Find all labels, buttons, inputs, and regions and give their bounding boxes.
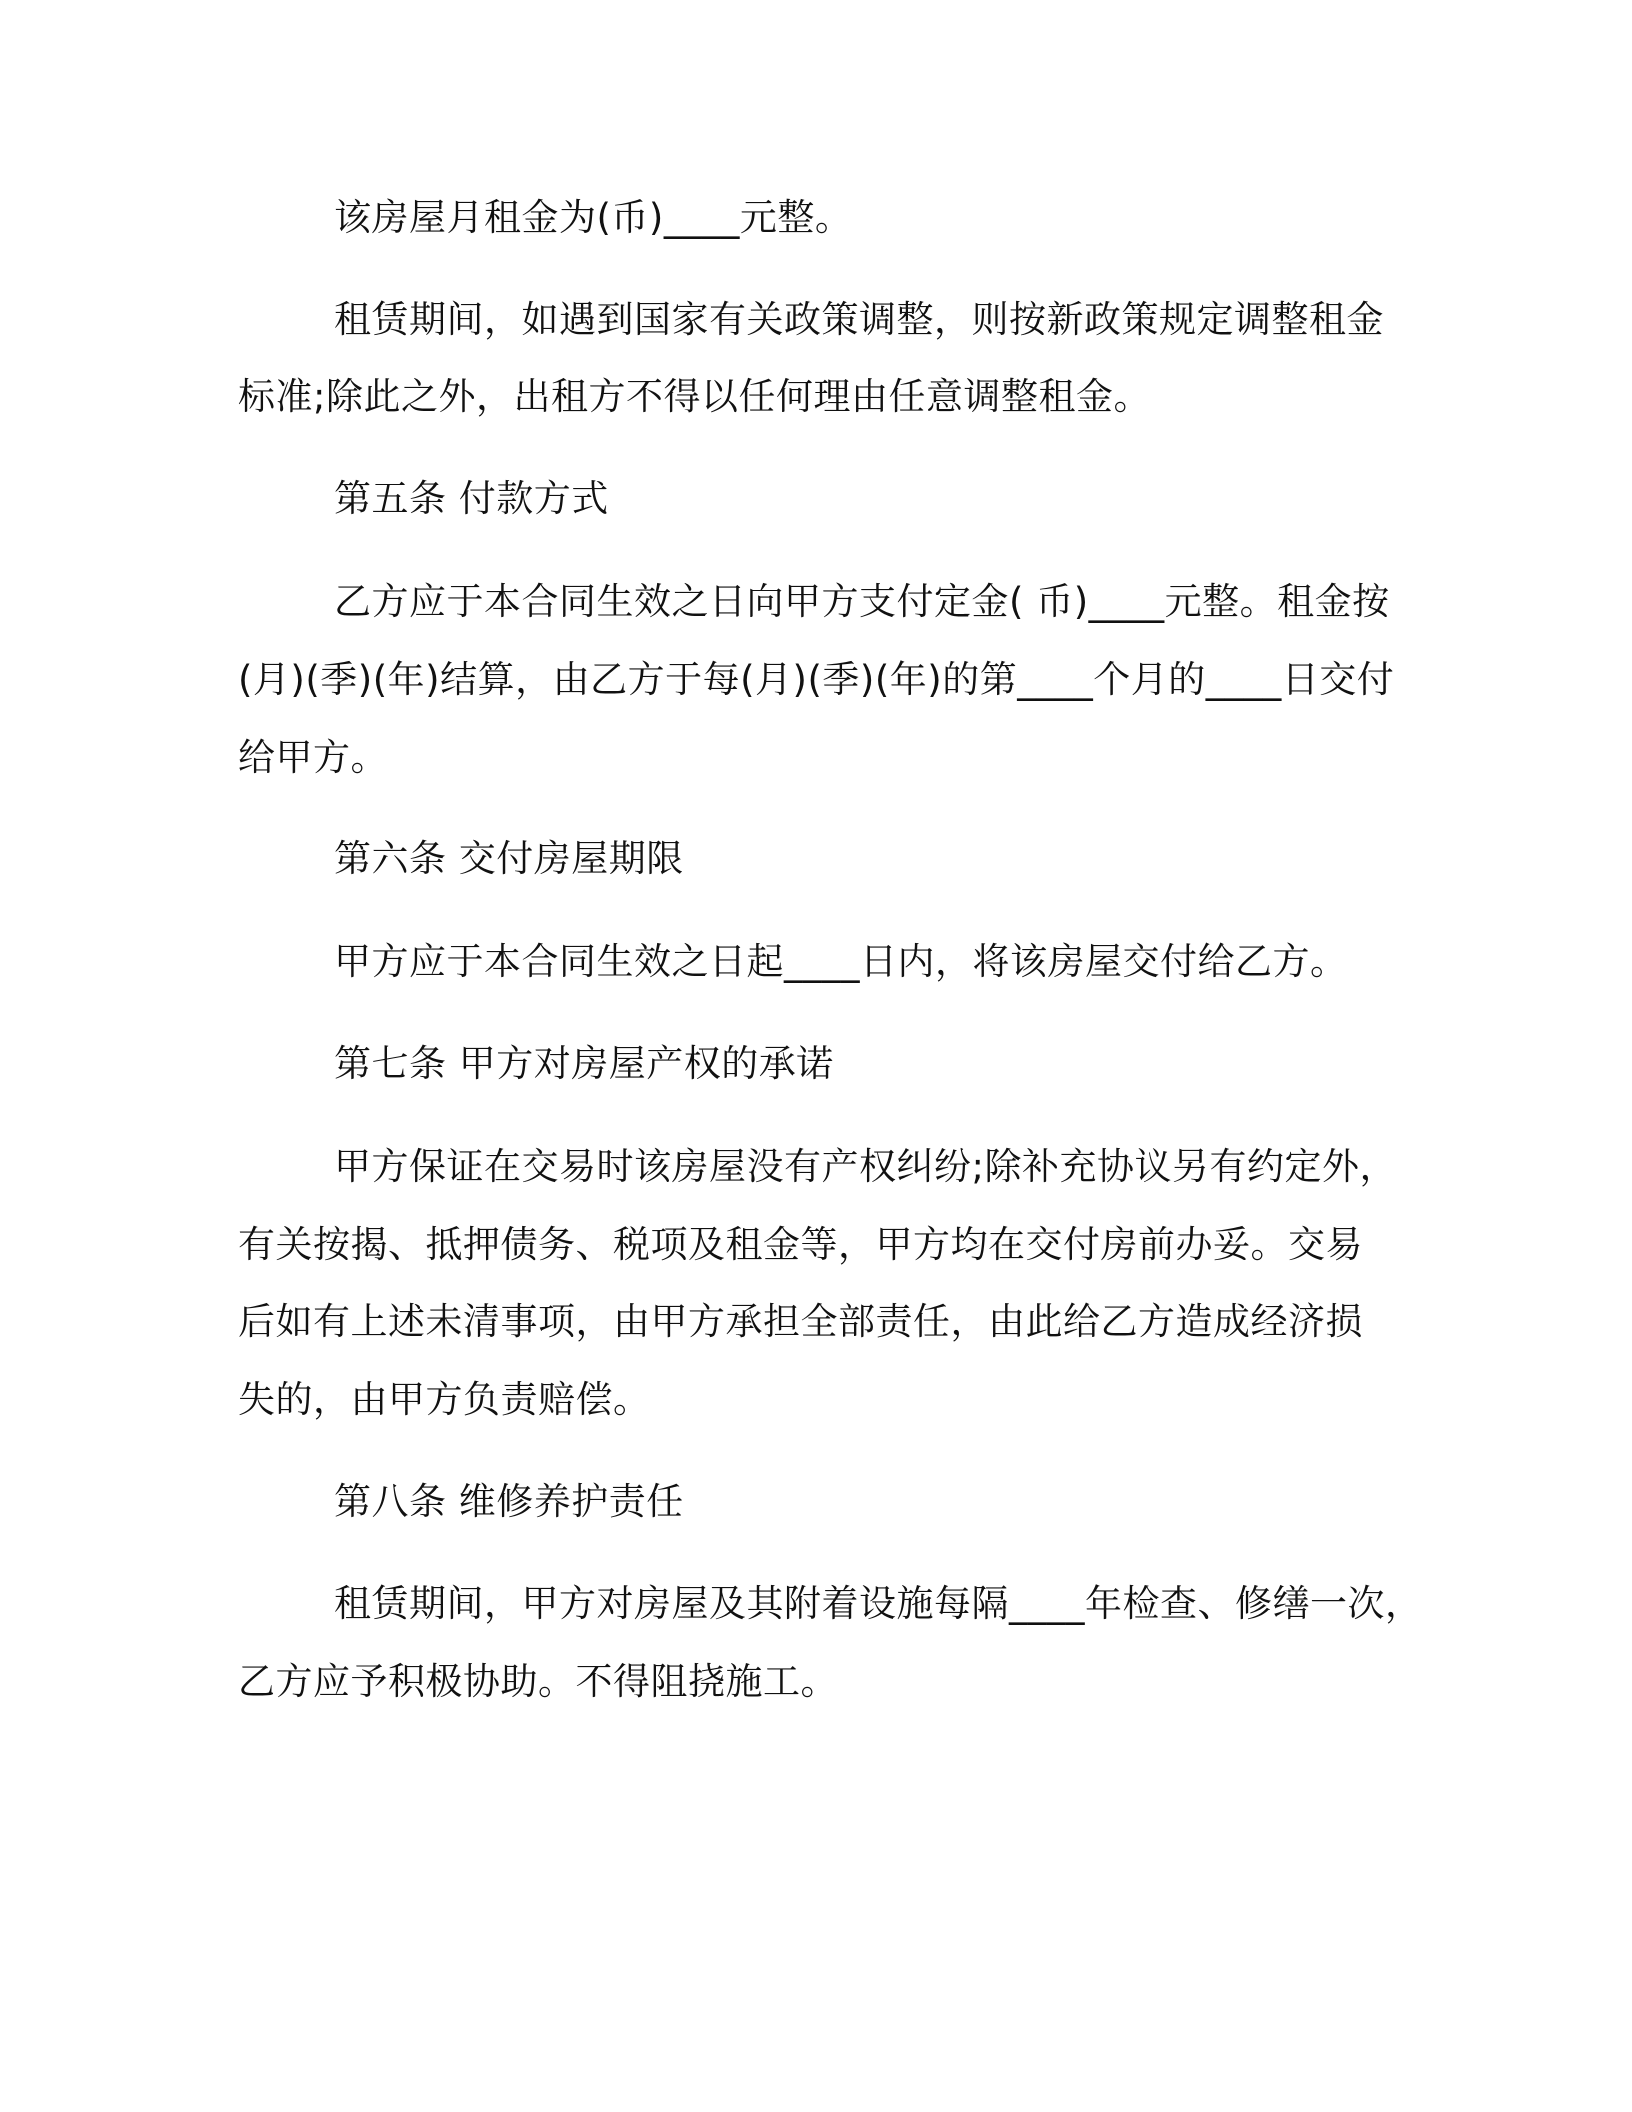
delivery-term-line: 甲方应于本合同生效之日起____日内，将该房屋交付给乙方。 xyxy=(334,940,1348,983)
article-8-heading: 第八条 维修养护责任 xyxy=(334,1480,684,1523)
rent-adjustment-paragraph-line-2: 标准;除此之外，出租方不得以任何理由任意调整租金。 xyxy=(238,375,1151,418)
article-7-heading: 第七条 甲方对房屋产权的承诺 xyxy=(334,1042,834,1085)
payment-paragraph-line-1: 乙方应于本合同生效之日向甲方支付定金( 币)____元整。租金按 xyxy=(334,580,1390,623)
title-guarantee-paragraph-line-4: 失的，由甲方负责赔偿。 xyxy=(238,1378,651,1421)
article-5-heading: 第五条 付款方式 xyxy=(334,477,609,520)
title-guarantee-paragraph-line-2: 有关按揭、抵押债务、税项及租金等，甲方均在交付房前办妥。交易 xyxy=(238,1223,1363,1266)
maintenance-paragraph-line-1: 租赁期间，甲方对房屋及其附着设施每隔____年检查、修缮一次， xyxy=(334,1582,1423,1625)
title-guarantee-paragraph-line-3: 后如有上述未清事项，由甲方承担全部责任，由此给乙方造成经济损 xyxy=(238,1300,1363,1343)
title-guarantee-paragraph-line-1: 甲方保证在交易时该房屋没有产权纠纷;除补充协议另有约定外， xyxy=(334,1145,1397,1188)
article-6-heading: 第六条 交付房屋期限 xyxy=(334,837,684,880)
payment-paragraph-line-2: (月)(季)(年)结算，由乙方于每(月)(季)(年)的第____个月的____日交付 xyxy=(238,658,1395,701)
rent-amount-line: 该房屋月租金为(币)____元整。 xyxy=(334,196,853,239)
maintenance-paragraph-line-2: 乙方应予积极协助。不得阻挠施工。 xyxy=(238,1660,838,1703)
rent-adjustment-paragraph-line-1: 租赁期间，如遇到国家有关政策调整，则按新政策规定调整租金 xyxy=(334,298,1384,341)
payment-paragraph-line-3: 给甲方。 xyxy=(238,736,388,779)
